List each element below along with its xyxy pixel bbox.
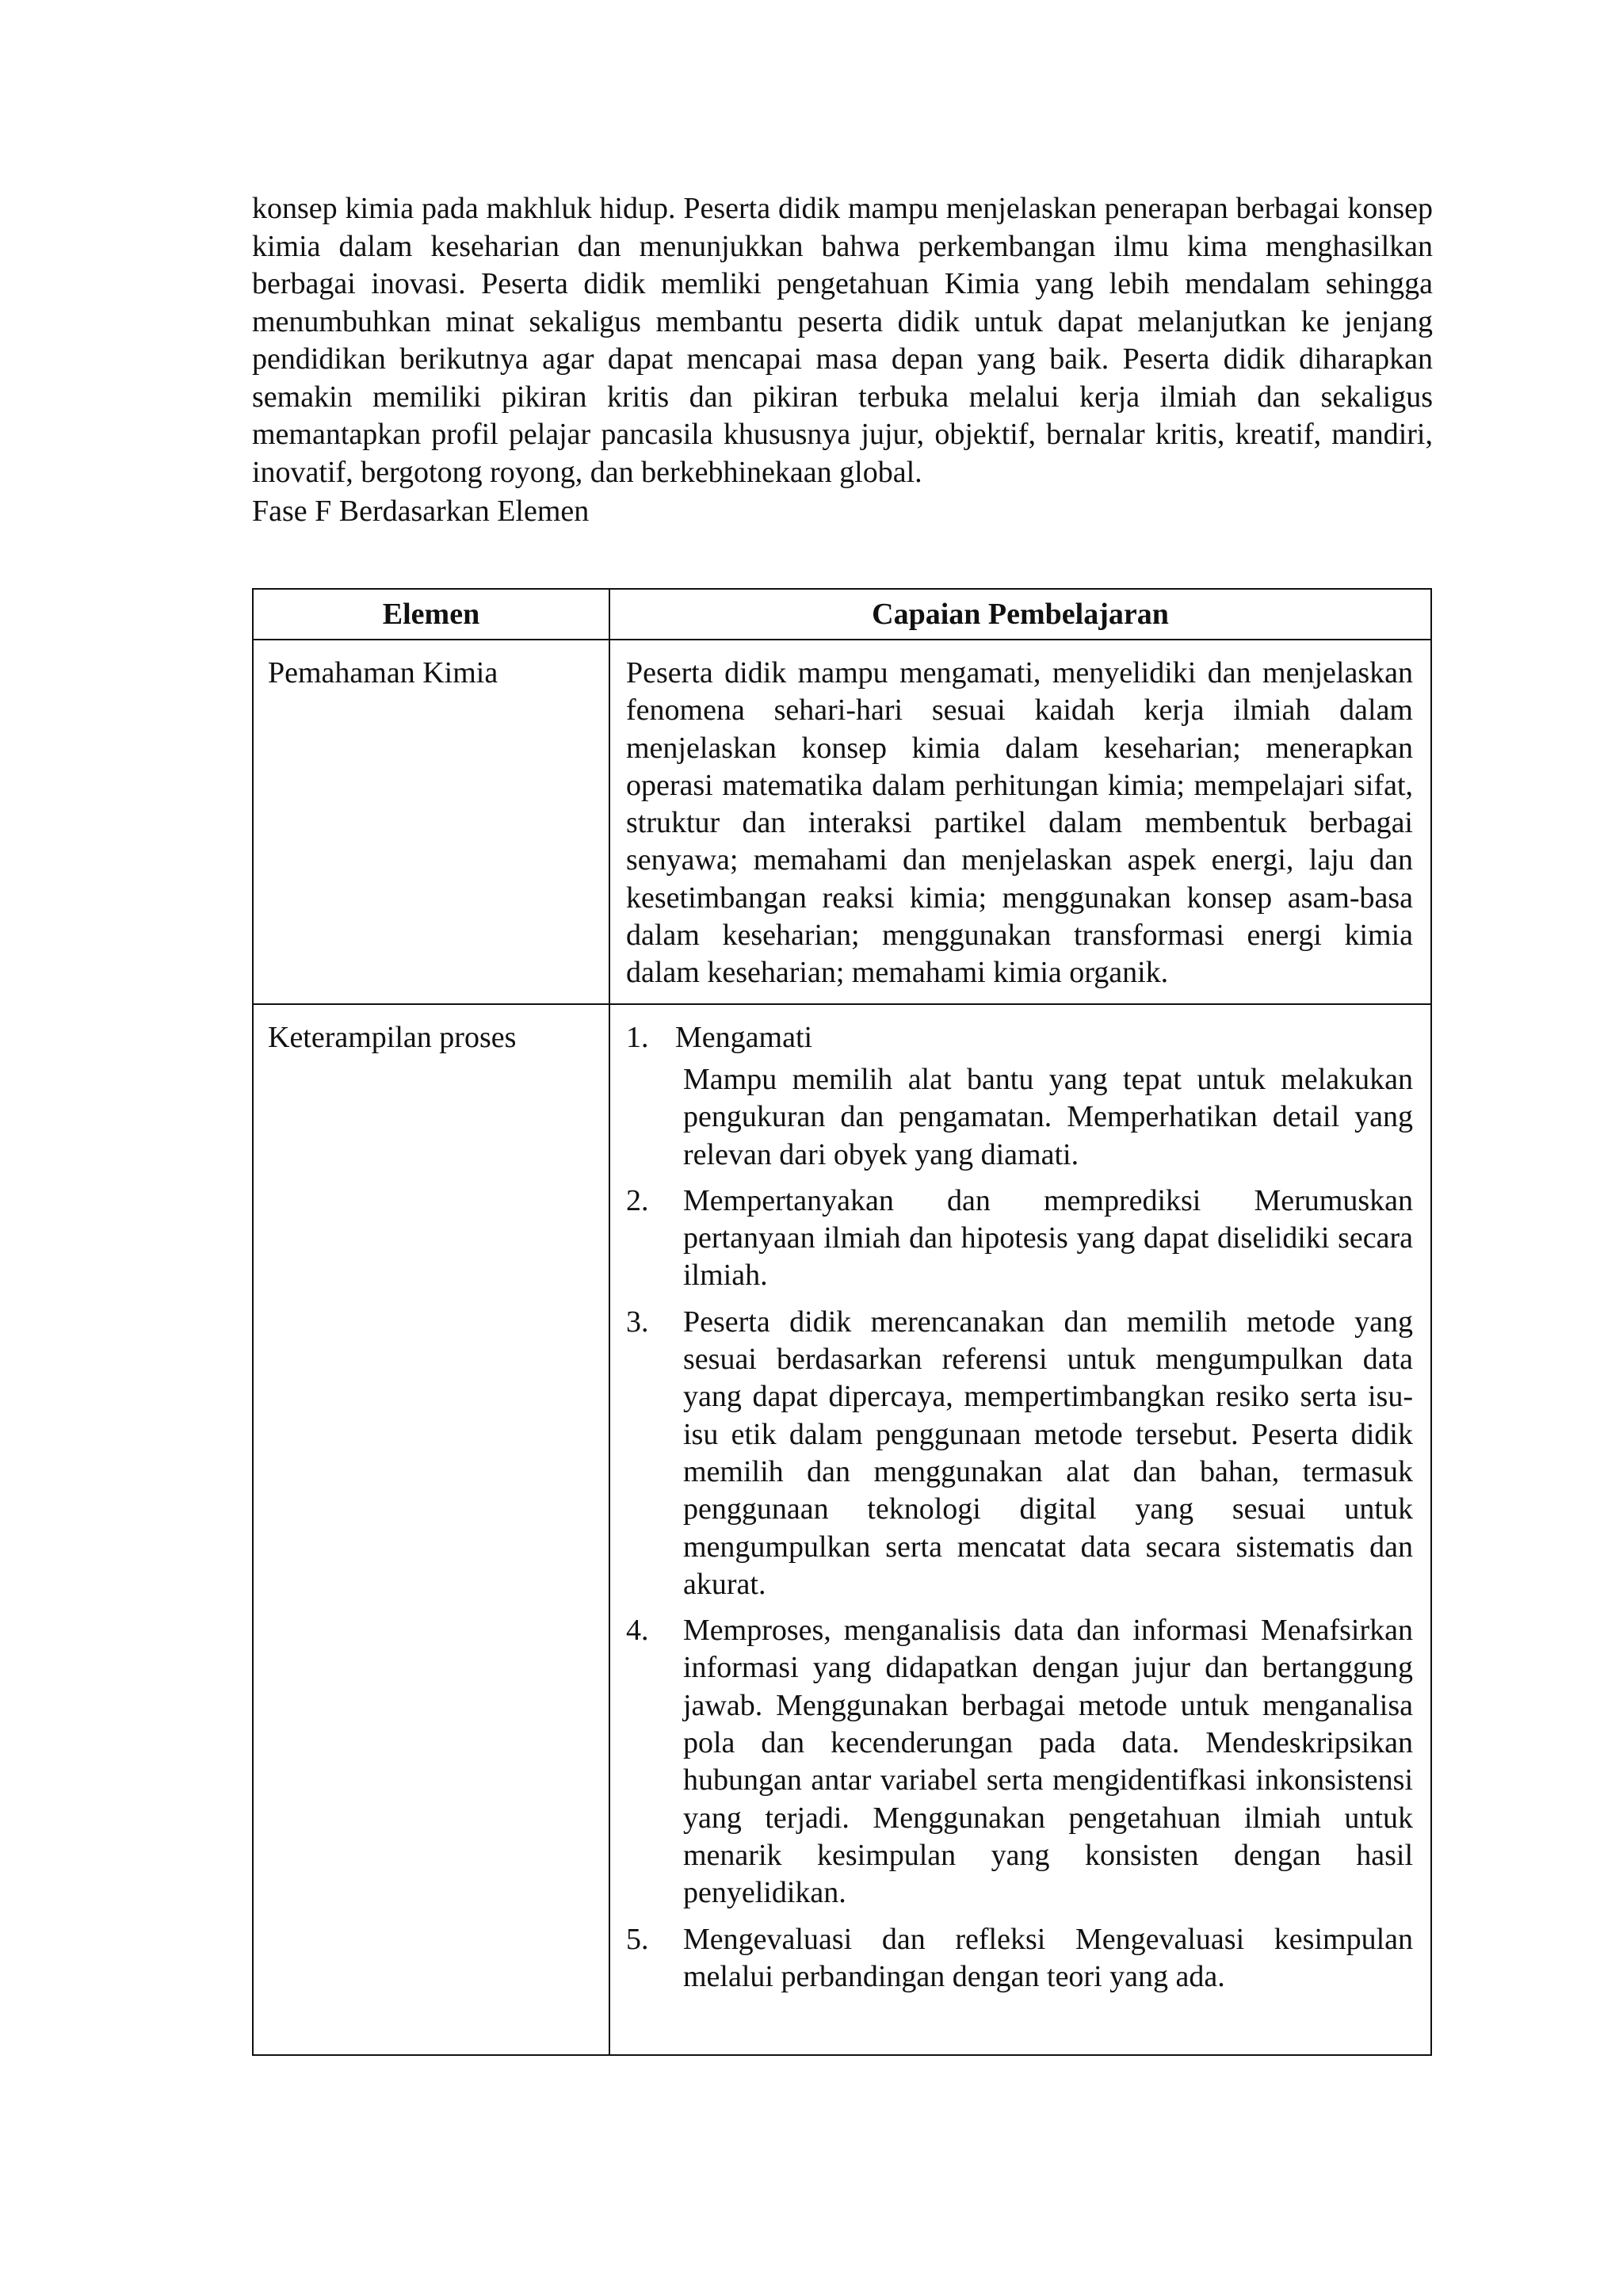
item-text: Mengevaluasi dan refleksi Mengevaluasi kesimpulan melalui perbandingan dengan teori yang ada. [683,1922,1413,1992]
list-item [626,1019,1413,1056]
item-detail: Mampu memilih alat bantu yang tepat untuk melakukan pengukuran dan pengamatan. Memperhatikan detail yang relevan dari obyek yang diamati. [683,1062,1413,1171]
list-item [626,1612,1413,1912]
document-page [252,190,1433,537]
table-row [253,640,1431,1004]
row-element-keterampilan-proses: Keterampilan proses [253,1004,609,2055]
row-element-pemahaman-kimia: Pemahaman Kimia [253,640,609,1004]
intro-paragraph: konsep kimia pada makhluk hidup. Peserta didik mampu menjelaskan penerapan berbagai konsep kimia dalam keseharian dan menunjukkan bahwa perkembangan ilmu kima menghasilkan berbagai inovasi. Peserta didik memliki pengetahuan Kimia yang lebih mendalam sehingga menumbuhkan minat sekaligus membantu peserta didik untuk dapat melanjutkan ke jenjang pendidikan berikutnya agar dapat mencapai masa depan yang baik. Peserta didik diharapkan semakin memiliki pikiran kritis dan pikiran terbuka melalui kerja ilmiah dan sekaligus memantapkan profil pelajar pancasila khususnya jujur, objektif, bernalar kritis, kreatif, mandiri, inovatif, bergotong royong, dan berkebhinekaan global. [252,192,1433,489]
outcome-text: Peserta didik mampu mengamati, menyelidiki dan menjelaskan fenomena sehari-hari sesuai kaidah kerja ilmiah dalam menjelaskan konsep kimia dalam keseharian; menerapkan operasi matematika dalam perhitungan kimia; mempelajari sifat, struktur dan interaksi partikel dalam membentuk berbagai senyawa; memahami dan menjelaskan aspek energi, laju dan kesetimbangan reaksi kimia; menggunakan konsep asam-basa dalam keseharian; menggunakan transformasi energi kimia dalam keseharian; memahami kimia organik. [626,656,1413,990]
header-element: Elemen [253,589,609,640]
item-text: Peserta didik merencanakan dan memilih metode yang sesuai berdasarkan referensi untuk mengumpulkan data yang dapat dipercaya, mempertimbangkan resiko serta isu-isu etik dalam penggunaan metode tersebut. Peserta didik memilih dan menggunakan alat dan bahan, termasuk penggunaan teknologi digital yang sesuai untuk mengumpulkan serta mencatat data secara sistematis dan akurat. [683,1305,1413,1601]
list-item [626,1304,1413,1603]
table-caption: Fase F Berdasarkan Elemen [252,495,590,528]
list-item [626,1182,1413,1295]
row-outcome-pemahaman-kimia [609,640,1431,1004]
item-text: Memproses, menganalisis data dan informasi Menafsirkan informasi yang didapatkan dengan jujur dan bertanggung jawab. Menggunakan berbagai metode untuk menganalisa pola dan kecenderungan pada data. Mendeskripsikan hubungan antar variabel serta mengidentifkasi inkonsistensi yang terjadi. Menggunakan pengetahuan ilmiah untuk menarik kesimpulan yang konsisten dengan hasil penyelidikan. [683,1614,1413,1910]
learning-outcomes-table [252,588,1432,2056]
item-text: Mempertanyakan dan memprediksi Merumuskan pertanyaan ilmiah dan hipotesis yang dapat diselidiki secara ilmiah. [683,1183,1413,1293]
table-row [253,1004,1431,2055]
item-number: 1. [626,1020,649,1054]
list-item [626,1921,1413,1992]
item-number: 4. [626,1614,649,1648]
row-outcome-keterampilan-proses [609,1004,1431,2055]
table-header-row [253,589,1431,640]
header-outcome: Capaian Pembelajaran [609,589,1431,640]
item-number: 5. [626,1922,649,1956]
item-title: Mengamati [675,1020,813,1054]
item-number: 3. [626,1305,649,1339]
item-number: 2. [626,1183,649,1217]
